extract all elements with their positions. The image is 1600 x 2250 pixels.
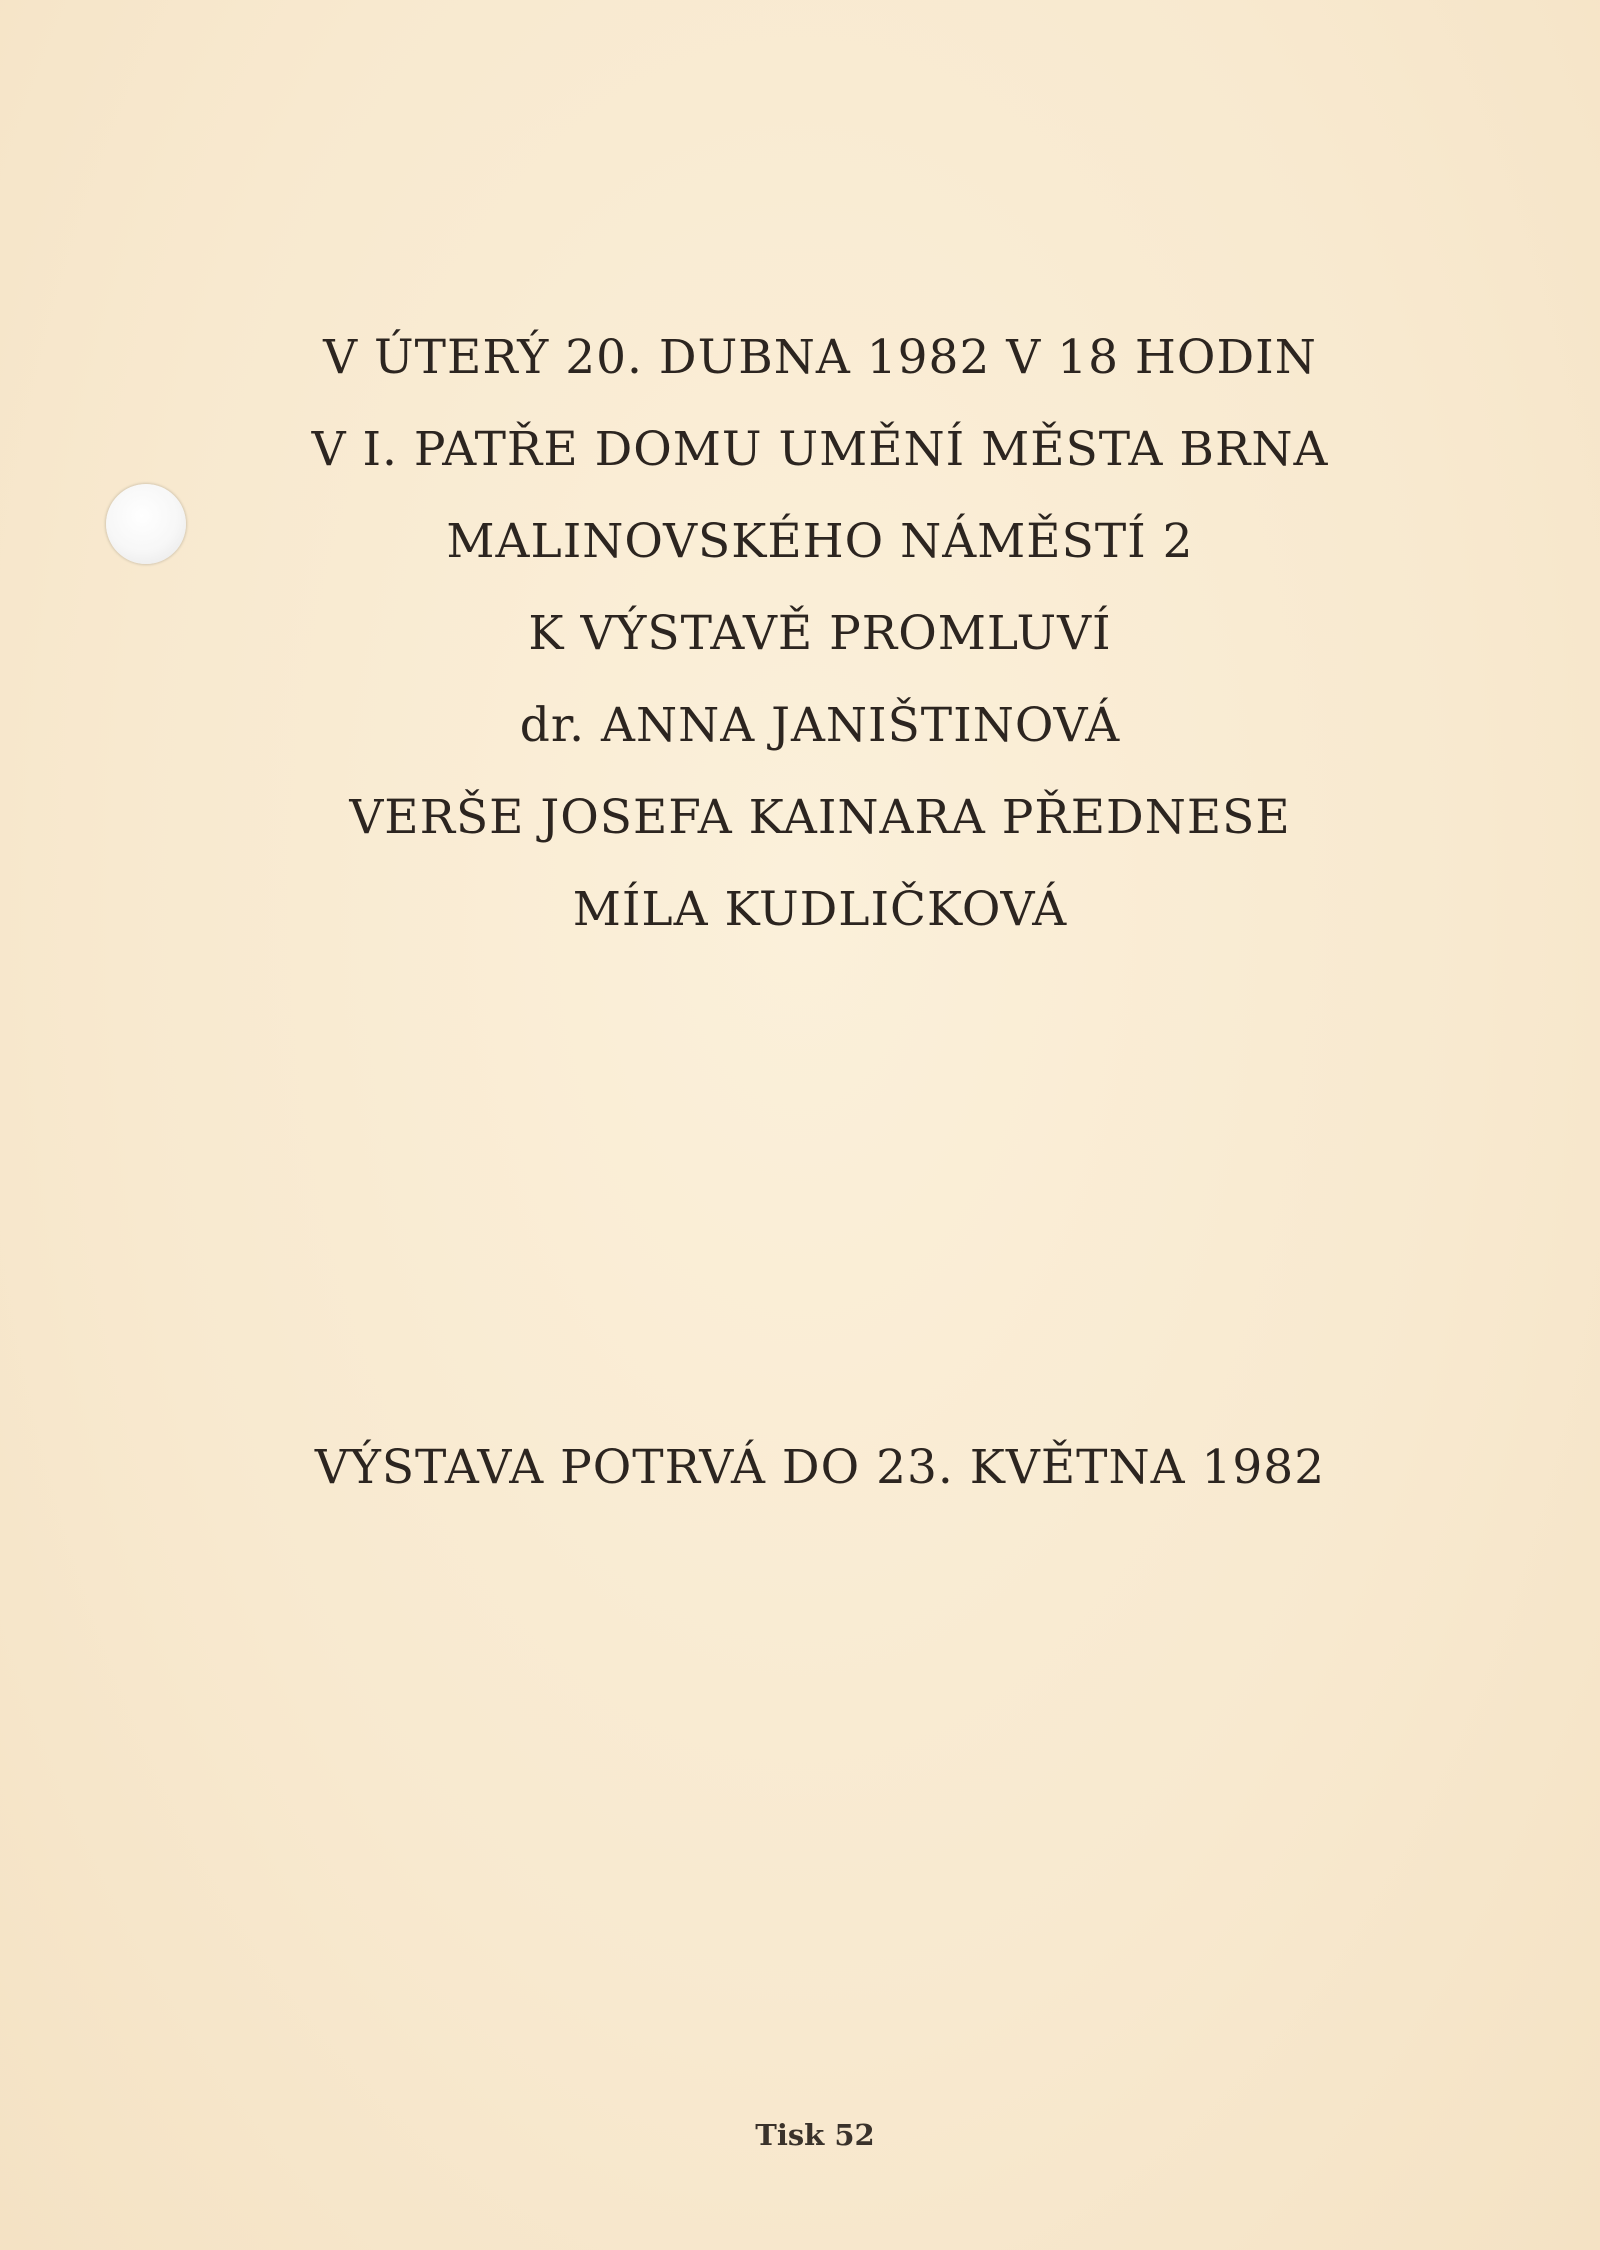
print-mark: Tisk 52 bbox=[755, 2118, 875, 2152]
invitation-venue-line: V I. PATŘE DOMU UMĚNÍ MĚSTA BRNA bbox=[311, 422, 1329, 477]
invitation-text bbox=[0, 312, 1600, 956]
invitation-speaker-name-line: dr. ANNA JANIŠTINOVÁ bbox=[519, 698, 1121, 753]
invitation-speaker-intro-line: K VÝSTAVĚ PROMLUVÍ bbox=[528, 606, 1112, 661]
invitation-date-line: V ÚTERÝ 20. DUBNA 1982 V 18 HODIN bbox=[323, 330, 1317, 385]
invitation-reader-name-line: MÍLA KUDLIČKOVÁ bbox=[572, 882, 1068, 937]
invitation-reading-line: VERŠE JOSEFA KAINARA PŘEDNESE bbox=[349, 790, 1291, 845]
exhibition-duration-line: VÝSTAVA POTRVÁ DO 23. KVĚTNA 1982 bbox=[314, 1440, 1326, 1495]
invitation-address-line: MALINOVSKÉHO NÁMĚSTÍ 2 bbox=[446, 514, 1194, 569]
